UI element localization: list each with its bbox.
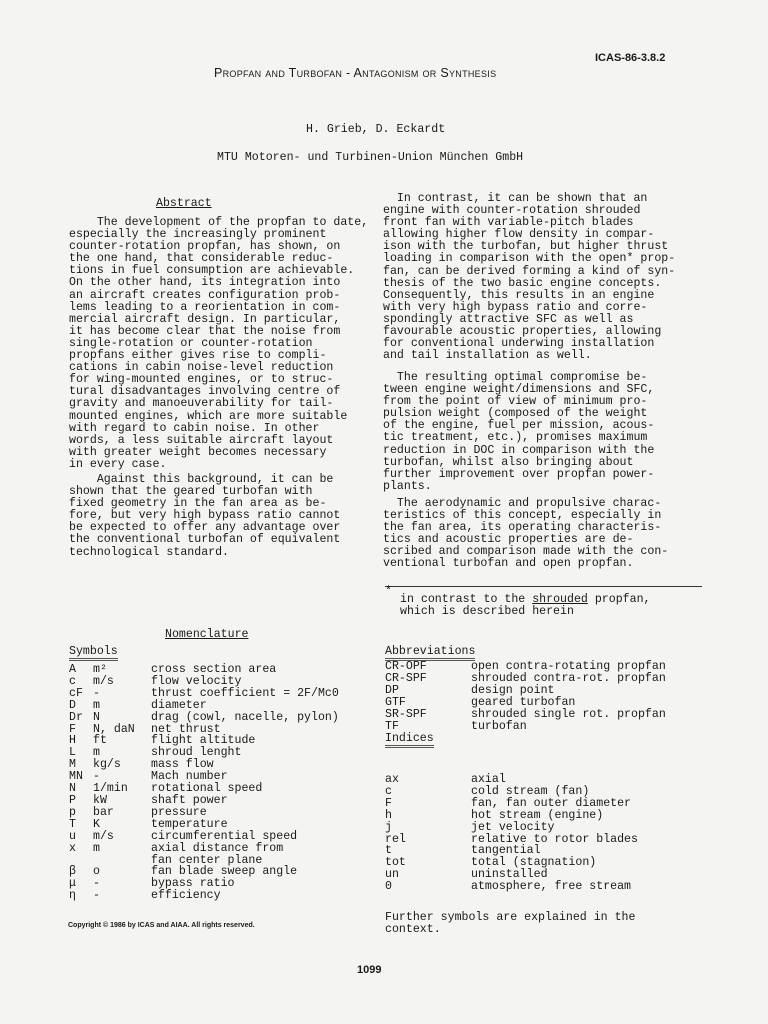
abbreviations-heading: Abbreviations	[385, 646, 475, 661]
table-cell: N, daN	[93, 722, 135, 736]
footnote-mark: *	[385, 585, 392, 598]
table-cell: drag (cowl, nacelle, pylon)	[151, 710, 339, 724]
table-cell: axial	[471, 773, 506, 786]
table-cell: η	[69, 889, 76, 903]
table-row	[69, 688, 391, 700]
authors: H. Grieb, D. Eckardt	[306, 123, 446, 136]
table-cell: ft	[93, 734, 107, 748]
table-cell: β	[69, 865, 76, 879]
table-cell: u	[69, 829, 76, 843]
abstract-paragraph-2: Against this background, it can be shown that the geared turbofan with fixed geometry in the fan area as be- fore, but very high bypass ratio cannot be expected to offer any advantage over the conventional turbofan of equivalent technological standard.	[69, 473, 341, 559]
table-cell: L	[69, 746, 76, 760]
table-row	[69, 712, 391, 724]
affiliation: MTU Motoren- und Turbinen-Union München GmbH	[217, 151, 524, 164]
table-cell: 1/min	[93, 782, 128, 796]
table-cell: c	[69, 674, 76, 688]
table-cell: SR-SPF	[385, 707, 427, 721]
footnote-line-1: in contrast to the shrouded propfan,	[400, 593, 651, 606]
table-row	[385, 685, 701, 697]
table-cell: m	[93, 698, 100, 712]
table-cell: m	[93, 746, 100, 760]
table-cell: hot stream (engine)	[471, 808, 604, 822]
table-cell: jet velocity	[471, 820, 555, 834]
table-cell: geared turbofan	[471, 695, 576, 709]
footnote-line-2: which is described herein	[400, 605, 574, 618]
table-row	[69, 759, 391, 771]
abstract-paragraph-1: The development of the propfan to date, especially the increasingly prominent counter-rotation propfan, has shown, on the one hand, that considerable reduc- tions in fuel consumption are achievable. On the other hand, its integration into an aircraft creates configuration prob- lems leading to a reorientation in com- mercial aircraft design. In particular, it has become clear that the noise from single-rotation or counter-rotation propfans either gives rise to compli- cations in cabin noise-level reduction for wing-mounted engines, or to struc- tural disadvantages involving centre of gravity and manoeuverability for tail- mounted engines, which are more suitable with regard to cabin noise. In other words, a less suitable aircraft layout with greater weight becomes necessary in every case.	[69, 216, 369, 471]
table-cell: kg/s	[93, 758, 121, 772]
table-cell: -	[93, 770, 100, 784]
table-cell: shroud lenght	[151, 746, 242, 760]
table-cell: M	[69, 758, 76, 772]
table-cell: rotational speed	[151, 782, 263, 796]
table-row	[385, 810, 701, 822]
table-cell: circumferential speed	[151, 829, 298, 843]
table-cell: bypass ratio	[151, 877, 235, 891]
document-id: ICAS-86-3.8.2	[595, 52, 666, 64]
table-cell: shaft power	[151, 793, 228, 807]
table-row	[385, 697, 701, 709]
table-cell: tangential	[471, 844, 541, 858]
table-cell: rel	[385, 832, 406, 846]
table-cell: fan, fan outer diameter	[471, 796, 632, 810]
table-cell: design point	[471, 683, 555, 697]
table-cell: j	[385, 820, 392, 834]
table-cell: flight altitude	[151, 734, 256, 748]
table-row	[385, 822, 701, 834]
table-cell: ax	[385, 773, 399, 786]
table-cell: GTF	[385, 695, 406, 709]
table-cell: m/s	[93, 829, 114, 843]
table-cell: -	[93, 877, 100, 891]
table-row	[69, 843, 391, 855]
table-cell: TF	[385, 719, 399, 733]
table-cell: fan blade sweep angle	[151, 865, 298, 879]
table-cell: Dr	[69, 710, 83, 724]
table-cell: A	[69, 663, 76, 676]
footnote-rule	[385, 586, 702, 587]
table-row	[69, 831, 391, 843]
table-cell: -	[93, 686, 100, 700]
table-row	[69, 890, 391, 902]
table-cell: atmosphere, free stream	[471, 880, 632, 894]
table-cell: N	[69, 782, 76, 796]
table-cell: H	[69, 734, 76, 748]
table-cell: net thrust	[151, 722, 221, 736]
table-row	[69, 819, 391, 831]
table-cell: D	[69, 698, 76, 712]
further-symbols-note: Further symbols are explained in the context.	[385, 911, 636, 937]
table-cell: diameter	[151, 698, 207, 712]
table-cell	[93, 855, 151, 867]
table-cell: fan center plane	[151, 853, 263, 867]
table-cell: m²	[93, 663, 107, 676]
table-cell: -	[93, 889, 100, 903]
table-cell: p	[69, 805, 76, 819]
table-cell: o	[93, 865, 100, 879]
table-cell: pressure	[151, 805, 207, 819]
table-cell: N	[93, 710, 100, 724]
table-cell: thrust coefficient = 2F/Mc0	[151, 686, 339, 700]
table-cell: temperature	[151, 817, 228, 831]
intro-paragraph-2: The resulting optimal compromise be- tween engine weight/dimensions and SFC, from the point of view of minimum pro- pulsion weight (composed of the weight of the engine, fuel per mission, acous- tic treatment, etc.), promises maximum reduction in DOC in comparison with the turbofan, whilst also bringing about further improvement over propfan power- plants.	[383, 371, 655, 493]
table-cell: total (stagnation)	[471, 856, 597, 870]
table-cell: open contra-rotating propfan	[471, 660, 666, 673]
intro-paragraph-3: The aerodynamic and propulsive charac- teristics of this concept, especially in the fan area, its operating characteris- tics and acoustic properties are de- scribed and comparison made with the con- ventional turbofan and open propfan.	[383, 497, 669, 571]
table-cell: F	[69, 722, 76, 736]
table-row	[385, 721, 701, 733]
table-row	[385, 834, 701, 846]
table-cell: shrouded contra-rot. propfan	[471, 671, 666, 685]
table-cell: relative to rotor blades	[471, 832, 638, 846]
table-row	[385, 881, 701, 893]
table-row	[69, 783, 391, 795]
table-cell: shrouded single rot. propfan	[471, 707, 666, 721]
table-cell: bar	[93, 805, 114, 819]
table-cell: m/s	[93, 674, 114, 688]
table-cell: c	[385, 784, 392, 798]
table-cell: T	[69, 817, 76, 831]
table-row	[385, 798, 701, 810]
table-cell: CR-SPF	[385, 671, 427, 685]
table-cell: flow velocity	[151, 674, 242, 688]
table-row	[385, 709, 701, 721]
copyright-notice: Copyright © 1986 by ICAS and AIAA. All rights reserved.	[68, 922, 255, 929]
table-cell: μ	[69, 877, 76, 891]
table-cell: F	[385, 796, 392, 810]
table-cell: cF	[69, 686, 83, 700]
table-cell: MN	[69, 770, 83, 784]
table-cell: t	[385, 844, 392, 858]
table-row	[69, 795, 391, 807]
table-cell: P	[69, 793, 76, 807]
table-cell: turbofan	[471, 719, 527, 733]
indices-heading: Indices	[385, 733, 434, 748]
symbols-heading: Symbols	[69, 646, 118, 661]
table-cell: K	[93, 817, 100, 831]
nomenclature-heading: Nomenclature	[165, 628, 249, 641]
table-cell: un	[385, 868, 399, 882]
abbreviations-table	[385, 661, 701, 732]
page-number: 1099	[357, 964, 382, 976]
table-row	[69, 878, 391, 890]
table-cell: h	[385, 808, 392, 822]
table-cell: x	[69, 841, 76, 855]
paper-title: Propfan and Turbofan - Antagonism or Synthesis	[214, 66, 497, 80]
table-cell: kW	[93, 793, 107, 807]
table-cell: tot	[385, 856, 406, 870]
table-cell: efficiency	[151, 889, 221, 903]
indices-table	[385, 774, 701, 893]
table-cell: 0	[385, 880, 392, 894]
table-cell: mass flow	[151, 758, 214, 772]
table-cell: cold stream (fan)	[471, 784, 590, 798]
table-cell: uninstalled	[471, 868, 548, 882]
table-cell: Mach number	[151, 770, 228, 784]
table-row	[69, 807, 391, 819]
table-row	[69, 700, 391, 712]
symbols-table	[69, 664, 391, 902]
table-cell: DP	[385, 683, 399, 697]
intro-paragraph-1: In contrast, it can be shown that an engine with counter-rotation shrouded front fan with variable-pitch blades allowing higher flow density in compar- ison with the turbofan, but higher thrust loading in comparison with the open* prop- fan, can be derived forming a kind of syn- thesis of the two basic engine concepts. Consequently, this results in an engine with very high bypass ratio and corre- spondingly attractive SFC as well as favourable acoustic properties, allowing for conventional underwing installation and tail installation as well.	[383, 192, 676, 363]
table-cell: CR-OPF	[385, 660, 427, 673]
table-cell: cross section area	[151, 663, 277, 676]
table-cell: axial distance from	[151, 841, 284, 855]
table-cell: m	[93, 841, 100, 855]
abstract-heading: Abstract	[156, 197, 212, 210]
